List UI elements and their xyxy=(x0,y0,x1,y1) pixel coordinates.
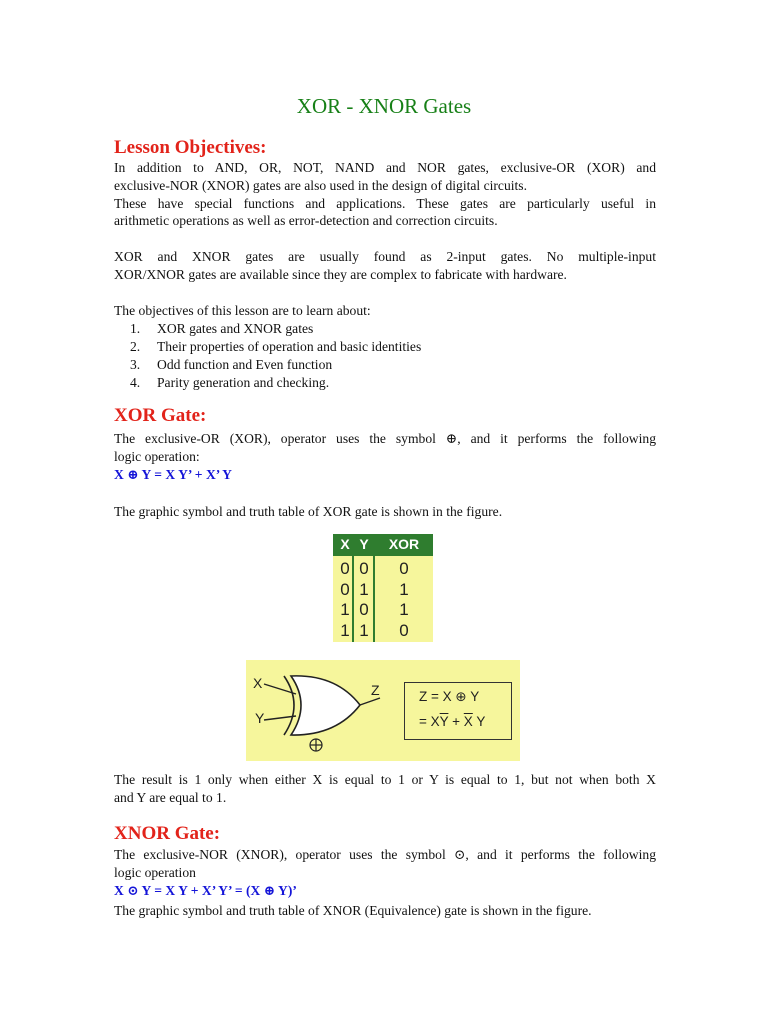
xor-figure-caption-text: The graphic symbol and truth table of XOR gate is shown in the figure. xyxy=(114,504,503,519)
formula-term: = X xyxy=(419,714,440,729)
table-cell: 1 xyxy=(359,580,369,599)
table-cell: 1 xyxy=(340,600,350,619)
xor-result-paragraph xyxy=(114,771,656,807)
table-cell: 0 xyxy=(399,559,409,578)
gate-input-y-label: Y xyxy=(255,710,265,726)
xor-description xyxy=(114,430,656,466)
xor-truth-table xyxy=(333,534,433,642)
list-text: Their properties of operation and basic identities xyxy=(157,339,422,354)
table-header-xor: XOR xyxy=(388,536,420,552)
gate-output-label: Z xyxy=(371,682,380,698)
list-item xyxy=(130,356,421,374)
list-item xyxy=(130,320,421,338)
objectives-list xyxy=(130,320,421,392)
xnor-figure-caption-text: The graphic symbol and truth table of XNOR (Equivalence) gate is shown in the figure. xyxy=(114,903,592,918)
gates-line: XOR and XNOR gates are usually found as 2-input gates. No multiple-input xyxy=(114,249,656,264)
table-cell: 0 xyxy=(359,559,369,578)
formula-term: Y xyxy=(472,714,486,729)
list-item xyxy=(130,338,421,356)
intro-line: In addition to AND, OR, NOT, NAND and NOR gates, exclusive-OR (XOR) and xyxy=(114,160,656,175)
formula-term-complement: $\overline{Y}$ xyxy=(439,714,449,729)
list-number: 1. xyxy=(130,321,141,336)
intro-line: arithmetic operations as well as error-detection and correction circuits. xyxy=(114,213,498,229)
objectives-intro-text: The objectives of this lesson are to learn about: xyxy=(114,303,371,318)
formula-term-complement: $\overline{X}$ xyxy=(463,714,473,729)
list-text: Parity generation and checking. xyxy=(157,375,330,390)
page-title: XOR - XNOR Gates xyxy=(296,94,472,118)
lesson-objectives-heading: Lesson Objectives: xyxy=(114,137,267,158)
xor-desc-line: The exclusive-OR (XOR), operator uses the symbol ⊕, and it performs the following xyxy=(114,431,656,446)
xor-result-line: and Y are equal to 1. xyxy=(114,789,227,805)
table-header-y: Y xyxy=(359,536,369,552)
xnor-figure-caption xyxy=(114,902,656,920)
xnor-description xyxy=(114,846,656,882)
xor-result-line: The result is 1 only when either X is equal to 1 or Y is equal to 1, but not when both X xyxy=(114,772,656,787)
xnor-equation: X ⊙ Y = X Y + X’ Y’ = (X ⊕ Y)’ xyxy=(114,883,297,898)
list-number: 2. xyxy=(130,339,141,354)
table-cell: 1 xyxy=(359,621,369,640)
list-item xyxy=(130,374,421,392)
xnor-desc-line: logic operation xyxy=(114,864,196,880)
gates-paragraph xyxy=(114,248,656,284)
table-cell: 0 xyxy=(399,621,409,640)
xor-formula-box xyxy=(404,682,512,740)
formula-line-1: Z = X ⊕ Y xyxy=(419,689,480,704)
table-header-x: X xyxy=(340,536,350,552)
table-divider xyxy=(373,534,375,642)
xor-desc-line: logic operation: xyxy=(114,448,200,464)
list-number: 3. xyxy=(130,357,141,372)
xnor-heading: XNOR Gate: xyxy=(114,823,221,844)
xor-equation: X ⊕ Y = X Y’ + X’ Y xyxy=(114,467,232,482)
intro-line: exclusive-NOR (XNOR) gates are also used in the design of digital circuits. xyxy=(114,177,527,193)
objectives-intro xyxy=(114,302,656,320)
gates-line: XOR/XNOR gates are available since they are complex to fabricate with hardware. xyxy=(114,266,567,282)
table-cell: 0 xyxy=(340,559,350,578)
list-text: Odd function and Even function xyxy=(157,357,333,372)
table-cell: 1 xyxy=(340,621,350,640)
list-text: XOR gates and XNOR gates xyxy=(157,321,314,336)
table-cell: 1 xyxy=(399,600,409,619)
list-number: 4. xyxy=(130,375,141,390)
intro-line: These have special functions and applications. These gates are particularly useful in xyxy=(114,195,656,211)
xor-heading: XOR Gate: xyxy=(114,405,207,426)
formula-line-2 xyxy=(419,714,485,729)
formula-operator: + xyxy=(448,714,464,729)
gate-input-x-label: X xyxy=(253,675,263,691)
xnor-desc-line: The exclusive-NOR (XNOR), operator uses the symbol ⊙, and it performs the following xyxy=(114,847,656,862)
table-cell: 0 xyxy=(359,600,369,619)
intro-paragraph xyxy=(114,159,656,230)
xor-figure-caption xyxy=(114,503,656,521)
table-cell: 0 xyxy=(340,580,350,599)
table-cell: 1 xyxy=(399,580,409,599)
